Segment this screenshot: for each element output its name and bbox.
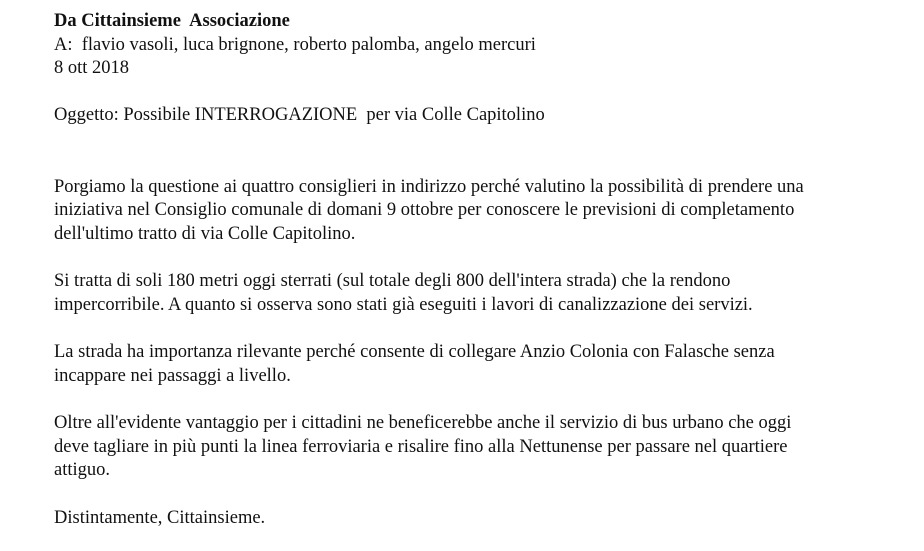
paragraph-line: iniziativa nel Consiglio comunale di domani 9 ottobre per conoscere le previsioni di completamento bbox=[54, 200, 795, 220]
spacer bbox=[54, 81, 914, 105]
paragraph-line: Porgiamo la questione ai quattro consiglieri in indirizzo perché valutino la possibilità di prendere una bbox=[54, 176, 804, 197]
letter-document bbox=[54, 10, 914, 530]
paragraph-2 bbox=[54, 270, 914, 317]
sender-line: Da Cittainsieme Associazione bbox=[54, 11, 290, 31]
paragraph-line: Oltre all'evidente vantaggio per i cittadini ne beneficerebbe anche il servizio di bus urbano che oggi bbox=[54, 413, 792, 433]
paragraph-line: attiguo. bbox=[54, 460, 111, 480]
letter-header bbox=[54, 10, 914, 81]
paragraph-line: deve tagliare in più punti la linea ferroviaria e risalire fino alla Nettunense per passare nel quartiere bbox=[54, 436, 788, 457]
paragraph-line: incappare nei passaggi a livello. bbox=[54, 365, 291, 386]
paragraph-4 bbox=[54, 412, 914, 483]
paragraph-1 bbox=[54, 176, 914, 247]
paragraph-3 bbox=[54, 341, 914, 388]
date-line: 8 ott 2018 bbox=[54, 58, 130, 78]
closing-line: Distintamente, Cittainsieme. bbox=[54, 507, 266, 528]
paragraph-line: impercorribile. A quanto si osserva sono stati già eseguiti i lavori di canalizzazione dei servizi. bbox=[54, 294, 753, 315]
paragraph-line: Si tratta di soli 180 metri oggi sterrati (sul totale degli 800 dell'intera strada) che la rendono bbox=[54, 271, 731, 291]
spacer bbox=[54, 317, 914, 341]
recipients-line: A: flavio vasoli, luca brignone, roberto palomba, angelo mercuri bbox=[54, 34, 536, 55]
spacer bbox=[54, 388, 914, 412]
paragraph-line: La strada ha importanza rilevante perché consente di collegare Anzio Colonia con Falasche senza bbox=[54, 342, 775, 362]
spacer bbox=[54, 128, 914, 176]
paragraph-line: dell'ultimo tratto di via Colle Capitolino. bbox=[54, 223, 356, 244]
spacer bbox=[54, 483, 914, 507]
subject-line: Oggetto: Possibile INTERROGAZIONE per via Colle Capitolino bbox=[54, 105, 545, 125]
spacer bbox=[54, 246, 914, 270]
